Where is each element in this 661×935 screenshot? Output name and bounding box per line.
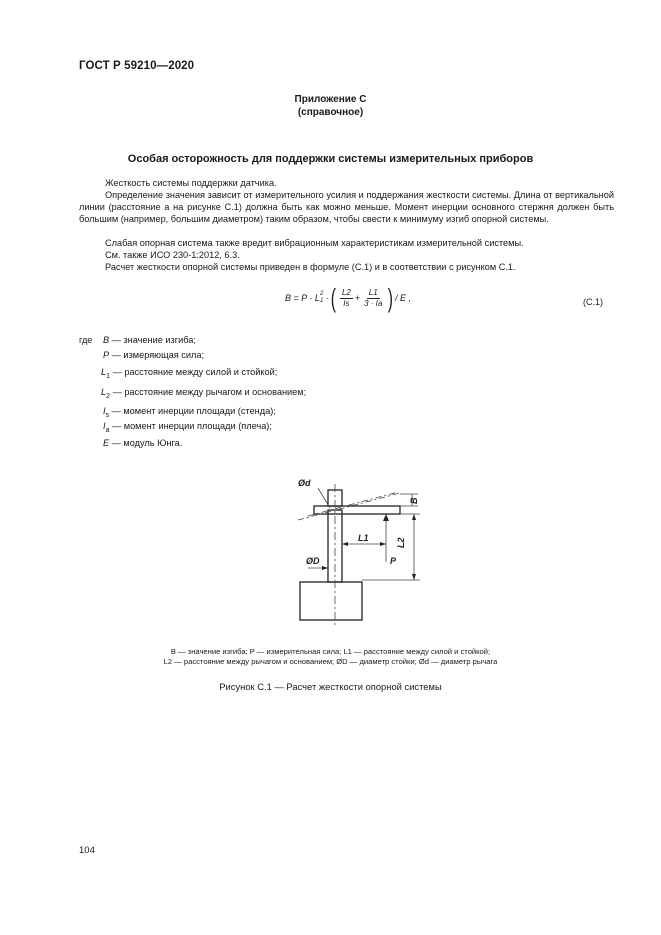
figure-title: Рисунок С.1 — Расчет жесткости опорной системы [219,681,442,692]
formula-lhs: B = P · L [285,293,320,303]
figure-caption-line-2: L2 — расстояние между рычагом и основанием; ØD — диаметр стойки; Ød — диаметр рычага [163,657,498,666]
formula-tail: / E , [395,293,412,303]
label-p: P [390,556,397,566]
l2-arrow-top-icon [412,514,416,520]
where-item: B — значение изгиба; [103,335,196,345]
section-title: Особая осторожность для поддержки системы измерительных приборов [127,153,534,165]
base-block [300,582,362,620]
paragraph: Жесткость системы поддержки датчика. [105,178,277,188]
l1-arrow-right-icon [380,542,386,546]
label-dd: Ød [298,478,311,488]
paragraph: Определение значения зависит от измерительного усилия и поддержания жесткости системы. Длина от вертикальной линии (расстояние a на рисунке С.1) должна быть как можно меньше. Момент инерции основного стержня должен быть большим (например, большим диаметром) таким образом, чтобы свести к минимуму изгиб опорной системы. [79,190,614,224]
figure-caption-line-1: B — значение изгиба; P — измерительная сила; L1 — расстояние между силой и стойкой; [170,647,491,656]
right-paren-icon: ) [388,283,394,313]
where-lead: где [79,335,93,345]
page-number: 104 [79,845,95,856]
standard-header: ГОСТ Р 59210—2020 [79,60,195,72]
l1-arrow-left-icon [342,542,348,546]
formula-c1: B = P · L 2 1 · ( $\frac{L2}{Is}$ + $\frac{L1}{3 \cdot Ia}$ ) / E , [285,283,412,313]
label-l2: L2 [396,537,406,548]
equation-number: (С.1) [583,297,603,307]
label-l1: L1 [358,533,369,543]
where-item: E — модуль Юнга. [103,438,183,448]
annex-heading [0,93,661,119]
where-item: $L_2$ — расстояние между рычагом и основанием; [101,387,307,400]
label-b: B [409,497,419,504]
paragraph: Слабая опорная система также вредит вибрационным характеристикам измерительной системы. [105,238,524,248]
arm-lever [314,506,400,514]
l2-arrow-bottom-icon [412,574,416,580]
fraction-1: $\frac{L2}{Is}$ [341,287,351,308]
where-item: $L_1$ — расстояние между силой и стойкой; [101,367,278,380]
formula-sup: 2 [319,291,324,297]
fraction-2: $\frac{L1}{3 \cdot Ia}$ [364,287,383,308]
where-item: $I_s$ — момент инерции площади (стенда); [103,406,276,419]
dD-arrow-icon [322,566,328,570]
label-dD: ØD [306,556,320,566]
formula-sub: 1 [319,298,324,304]
where-item: P — измеряющая сила; [103,350,205,360]
support-system-figure [280,470,430,630]
force-arrow-icon [383,514,389,521]
paragraph: См. также ИСО 230-1:2012, 6.3. [105,250,240,260]
paragraph: Расчет жесткости опорной системы приведен в формуле (С.1) и в соответствии с рисунком С.1. [105,262,516,272]
deflection-line-2 [308,492,398,516]
annex-type: (справочное) [297,107,364,118]
where-item: $I_a$ — момент инерции площади (плеча); [103,421,272,434]
annex-title: Приложение С [294,94,367,105]
formula-plus: + [354,293,361,303]
left-paren-icon: ( [331,283,337,313]
